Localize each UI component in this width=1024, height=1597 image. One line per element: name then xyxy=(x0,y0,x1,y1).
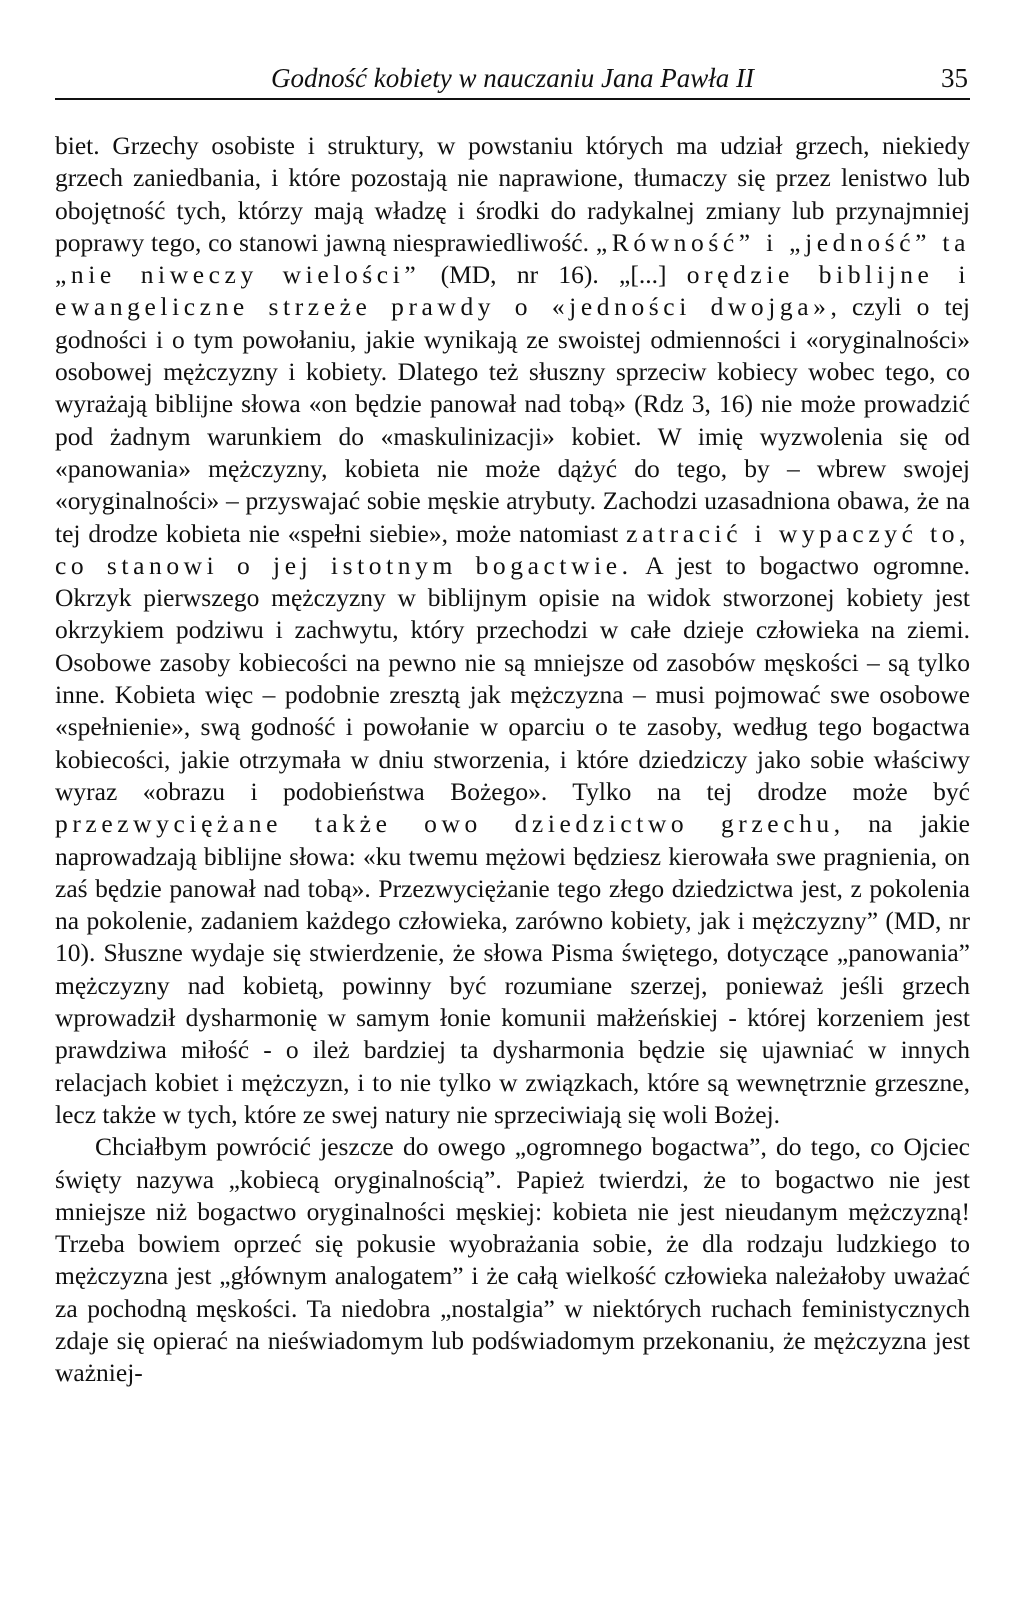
text-run: , na jakie naprowadzają biblijne słowa: «ku twemu mężowi będziesz kierowała swe pragnienia, on zaś będzie panował nad tobą». Przezwyciężanie tego złego dziedzictwa jest, z pokolenia na pokolenie, zadaniem każdego człowieka, zarówno kobiety, jak i mężczyzny” (MD, nr 10). Słuszne wydaje się stwierdzenie, że słowa Pisma świętego, dotyczące „panowania” mężczyzny nad kobietą, powinny być rozumiane szerzej, ponieważ jeśli grzech wprowadził dysharmonię w samym łonie komunii małżeńskiej - której korzeniem jest prawdziwa miłość - o ileż bardziej ta dysharmonia będzie się ujawniać w innych relacjach kobiet i mężczyzn, i to nie tylko w związkach, które są wewnętrznie grzeszne, lecz także w tych, które ze swej natury nie sprzeciwiają się woli Bożej. xyxy=(55,809,970,1129)
running-title: Godność kobiety w nauczaniu Jana Pawła II xyxy=(271,63,754,93)
spaced-emphasis: zatracić i wypaczyć to, co stanowi o jej istotnym bogactwie. xyxy=(55,518,970,580)
body-text xyxy=(55,130,970,1390)
paragraph-2: Chciałbym powrócić jeszcze do owego „ogromnego bogactwa”, do tego, co Ojciec święty nazywa „kobiecą oryginalnością”. Papież twierdzi, że to bogactwo nie jest mniejsze niż bogactwo oryginalności męskiej: kobieta nie jest nieudanym mężczyzną! Trzeba bowiem oprzeć się pokusie wyobrażania sobie, że dla rodzaju ludzkiego to mężczyzna jest „głównym analogatem” i że całą wielkość człowieka należałoby uważać za pochodną męskości. Ta niedobra „nostalgia” w niektórych ruchach feministycznych zdaje się opierać na nieświadomym lub podświadomym przekonaniu, że mężczyzna jest ważniej- xyxy=(55,1132,970,1388)
text-run: biet. Grzechy osobiste i struktury, w powstaniu których ma udział grzech, niekiedy grzech zaniedbania, i które pozostają nie naprawione, tłumaczy się przez lenistwo lub obojętność tych, którzy mają władzę i środki do radykalnej zmiany lub przynajmniej poprawy tego, co stanowi jawną niesprawiedliwość. xyxy=(55,131,970,257)
running-header xyxy=(55,58,970,100)
text-run: , czyli o tej godności i o tym powołaniu, jakie wynikają ze swoistej odmienności i «oryginalności» osobowej mężczyzny i kobiety. Dlatego też słuszny sprzeciw kobiecy wobec tego, co wyrażają biblijne słowa «on będzie panował nad tobą» (Rdz 3, 16) nie może prowadzić pod żadnym warunkiem do «maskulinizacji» kobiet. W imię wyzwolenia się od «panowania» mężczyzny, kobieta nie może dążyć do tego, by – wbrew swojej «oryginalności» – przyswajać sobie męskie atrybuty. Zachodzi uzasadniona obawa, że na tej drodze kobieta nie «spełni siebie», może natomiast xyxy=(55,292,970,548)
page-number: 35 xyxy=(941,63,968,93)
paragraph-1 xyxy=(55,130,970,1131)
text-run: (MD, nr 16). „[...] xyxy=(420,260,687,290)
text-run: A jest to bogactwo ogromne. Okrzyk pierwszego mężczyzny w biblijnym opisie na widok stworzonej kobiety jest okrzykiem podziwu i zachwytu, który przechodzi w całe dzieje człowieka na ziemi. Osobowe zasoby kobiecości na pewno nie są mniejsze od zasobów męskości – są tylko inne. Kobieta więc – podobnie zresztą jak mężczyzna – musi pojmować swe osobowe «spełnienie», swą godność i powołanie w oparciu o te zasoby, według tego bogactwa kobiecości, jakie otrzymała w dniu stworzenia, i które dziedziczy jako sobie właściwy wyraz «obrazu i podobieństwa Bożego». Tylko na tej drodze może być xyxy=(55,550,970,806)
spaced-emphasis: przezwyciężane także owo dziedzictwo grzechu xyxy=(55,809,834,839)
spaced-emphasis: „Równość” i „jedność” ta „nie niweczy wielości” xyxy=(55,227,970,290)
spaced-emphasis: orędzie biblijne i ewangeliczne strzeże prawdy o «jedności dwojga» xyxy=(55,260,970,322)
